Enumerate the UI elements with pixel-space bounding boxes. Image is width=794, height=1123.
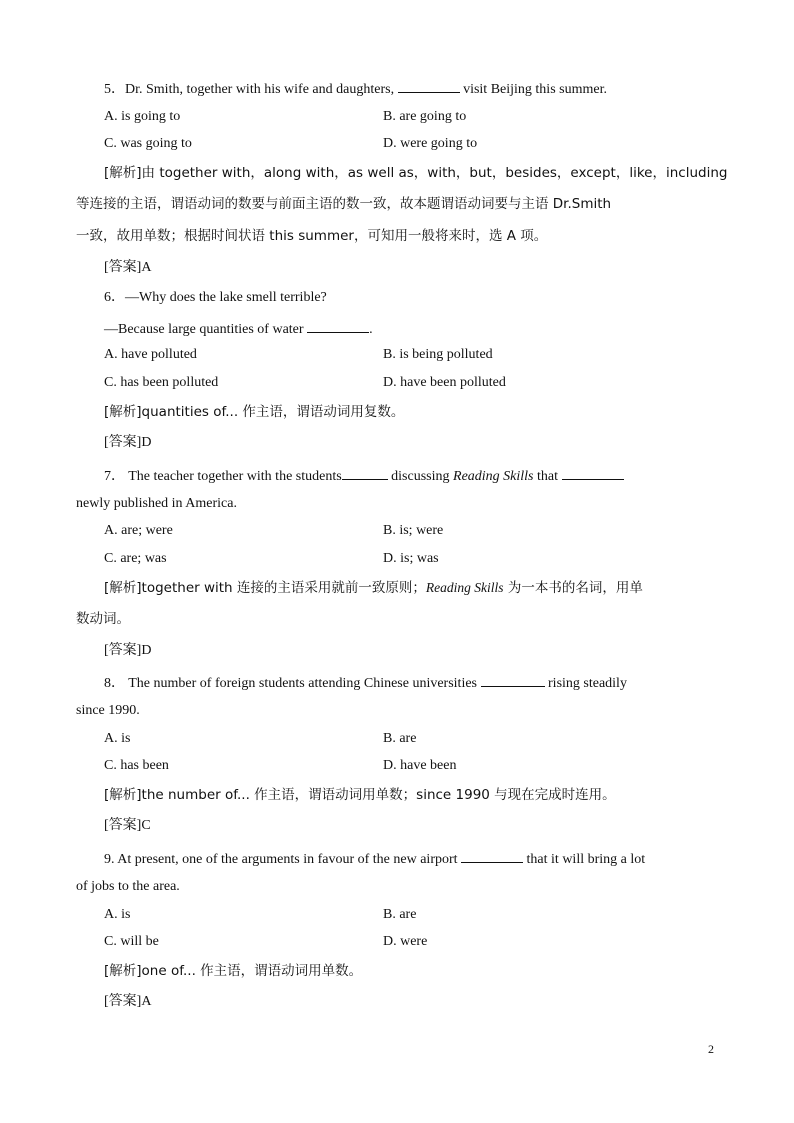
analysis-label: [解析] [104,787,142,803]
option-d: D. have been polluted [383,375,506,390]
question-7-stem: 7． The teacher together with the students discussing Reading Skills that [104,465,624,483]
analysis-label: [解析] [104,580,142,596]
answer-blank [481,672,545,687]
analysis-label: [解析] [104,963,142,979]
option-b: B. is; were [383,523,444,538]
question-5-stem: 5．Dr. Smith, together with his wife and daughters, visit Beijing this summer. [104,78,607,96]
option-b: B. are going to [383,109,467,124]
answer-blank [461,848,523,863]
answer-blank [307,318,369,333]
option-b: B. are [383,731,417,746]
answer-label: [答案]D [104,435,152,450]
analysis-line: 等连接的主语，谓语动词的数要与前面主语的数一致，故本题谓语动词要与主语 Dr.Smith [76,196,612,212]
option-b: B. are [383,907,417,922]
option-c: C. has been polluted [104,375,219,390]
answer-blank [562,465,624,480]
analysis-line: [解析]由 together with，along with，as well as，with，but，besides，except，like，including [104,165,728,181]
option-a: A. have polluted [104,347,197,362]
option-d: D. have been [383,758,457,773]
option-c: C. was going to [104,136,192,151]
analysis-line: [解析]the number of... 作主语，谓语动词用单数；since 1990 与现在完成时连用。 [104,787,616,803]
answer-label: [答案]A [104,260,152,275]
analysis-line: 一致，故用单数；根据时间状语 this summer，可知用一般将来时，选 A 项。 [76,228,548,244]
answer-blank [398,78,460,93]
answer-label: [答案]C [104,818,151,833]
option-b: B. is being polluted [383,347,493,362]
option-a: A. is [104,907,131,922]
question-8-stem: 8． The number of foreign students attending Chinese universities rising steadily [104,672,627,690]
question-6-stem: 6．—Why does the lake smell terrible? [104,290,327,305]
option-d: D. is; was [383,551,439,566]
answer-blank [342,465,388,480]
option-c: C. has been [104,758,169,773]
analysis-line: [解析]quantities of... 作主语，谓语动词用复数。 [104,404,405,420]
answer-label: [答案]D [104,643,152,658]
analysis-line: [解析]together with 连接的主语采用就前一致原则；Reading Skills 为一本书的名词，用单 [104,580,643,596]
question-9-stem-2: of jobs to the area. [76,879,180,894]
page-number: 2 [708,1042,714,1056]
analysis-label: [解析] [104,165,142,181]
question-6-stem-2: —Because large quantities of water . [104,318,373,336]
option-a: A. is going to [104,109,181,124]
option-d: D. were going to [383,136,478,151]
analysis-label: [解析] [104,404,142,420]
option-c: C. will be [104,934,159,949]
question-7-stem-2: newly published in America. [76,496,237,511]
analysis-line: [解析]one of... 作主语，谓语动词用单数。 [104,963,363,979]
option-d: D. were [383,934,428,949]
analysis-line: 数动词。 [76,611,130,627]
option-a: A. is [104,731,131,746]
question-9-stem: 9. At present, one of the arguments in favour of the new airport that it will bring a lot [104,848,645,866]
option-c: C. are; was [104,551,167,566]
option-a: A. are; were [104,523,173,538]
answer-label: [答案]A [104,994,152,1009]
question-8-stem-2: since 1990. [76,703,140,718]
